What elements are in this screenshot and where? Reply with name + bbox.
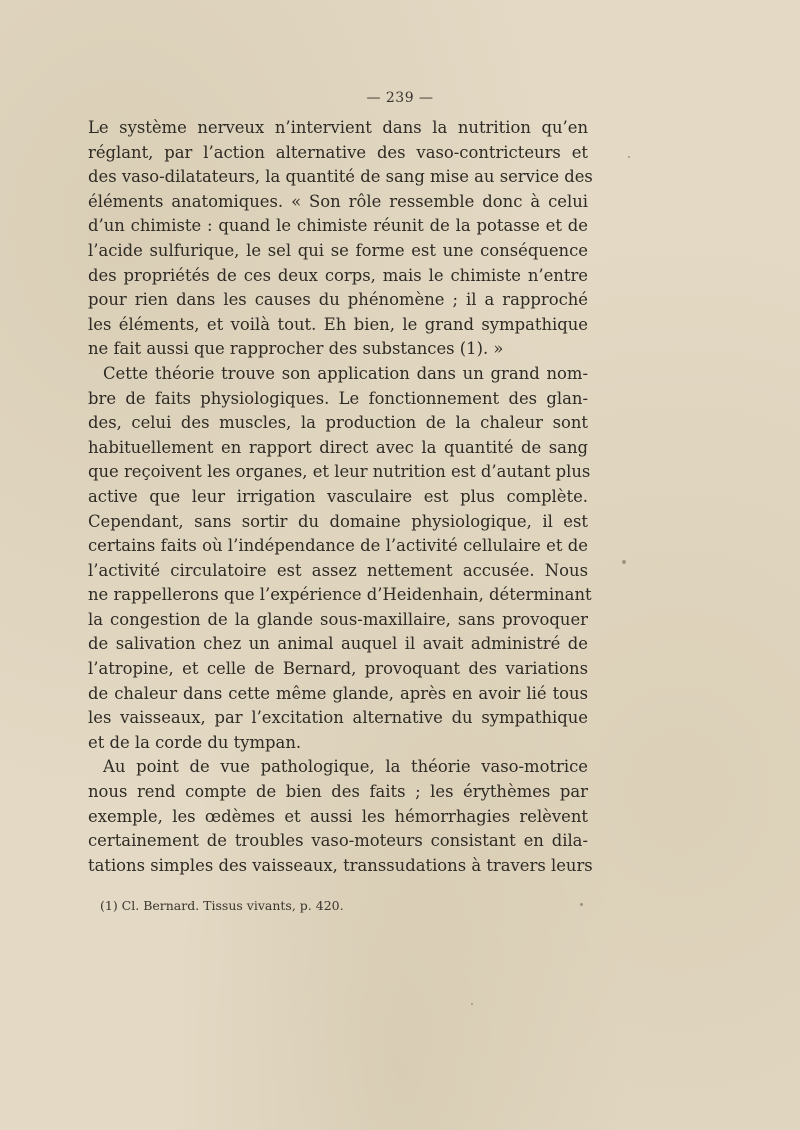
text-line: l’acide sulfurique, le sel qui se forme est une conséquence xyxy=(88,240,588,260)
text-line: pour rien dans les causes du phénomène ; il a rapproché xyxy=(88,290,588,310)
text-line: les vaisseaux, par l’excitation alternative du sympathique xyxy=(88,708,588,728)
text-line: Au point de vue pathologique, la théorie vaso-motrice xyxy=(103,757,588,777)
text-line: Cette théorie trouve son application dans un grand nom- xyxy=(103,363,588,383)
text-line: de salivation chez un animal auquel il avait administré de xyxy=(88,634,588,654)
body-text xyxy=(88,116,593,878)
text-line: des propriétés de ces deux corps, mais le chimiste n’entre xyxy=(88,265,588,285)
paper-speck xyxy=(628,156,630,158)
text-line: ne rappellerons que l’expérience d’Heidenhain, déterminant xyxy=(88,585,592,605)
text-line: d’un chimiste : quand le chimiste réunit de la potasse et de xyxy=(88,216,588,236)
text-line: bre de faits physiologiques. Le fonctionnement des glan- xyxy=(88,388,588,408)
text-line: les éléments, et voilà tout. Eh bien, le grand sympathique xyxy=(88,314,588,334)
footnote: (1) Cl. Bernard. Tissus vivants, p. 420. xyxy=(100,898,344,913)
text-line: nous rend compte de bien des faits ; les érythèmes par xyxy=(88,782,588,802)
text-line: certainement de troubles vaso-moteurs consistant en dila- xyxy=(88,831,588,851)
text-line: exemple, les œdèmes et aussi les hémorrhagies relèvent xyxy=(88,806,588,826)
text-line: des, celui des muscles, la production de la chaleur sont xyxy=(88,413,588,433)
text-line: des vaso-dilatateurs, la quantité de sang mise au service des xyxy=(88,167,593,187)
text-line: et de la corde du tympan. xyxy=(88,732,302,752)
text-line: de chaleur dans cette même glande, après en avoir lié tous xyxy=(88,683,588,703)
text-line: Cependant, sans sortir du domaine physiologique, il est xyxy=(88,511,588,531)
text-line: que reçoivent les organes, et leur nutrition est d’autant plus xyxy=(88,462,591,482)
text-line: réglant, par l’action alternative des vaso-contricteurs et xyxy=(88,142,588,162)
paper-speck xyxy=(471,1003,473,1005)
text-line: l’atropine, et celle de Bernard, provoquant des variations xyxy=(88,659,588,679)
text-line: active que leur irrigation vasculaire est plus complète. xyxy=(88,486,588,506)
text-line: ne fait aussi que rapprocher des substances (1). » xyxy=(88,339,504,359)
text-line: tations simples des vaisseaux, transsudations à travers leurs xyxy=(88,855,593,875)
text-line: la congestion de la glande sous-maxillaire, sans provoquer xyxy=(88,609,588,629)
text-line: Le système nerveux n’intervient dans la nutrition qu’en xyxy=(88,118,588,137)
text-line: habituellement en rapport direct avec la quantité de sang xyxy=(88,437,588,457)
text-line: l’activité circulatoire est assez nettement accusée. Nous xyxy=(88,560,588,580)
paper-speck xyxy=(622,560,626,564)
text-line: éléments anatomiques. « Son rôle ressemble donc à celui xyxy=(88,191,588,211)
text-line: certains faits où l’indépendance de l’activité cellulaire et de xyxy=(88,536,588,556)
page-number: — 239 — xyxy=(366,90,434,106)
paper-speck xyxy=(580,903,583,906)
